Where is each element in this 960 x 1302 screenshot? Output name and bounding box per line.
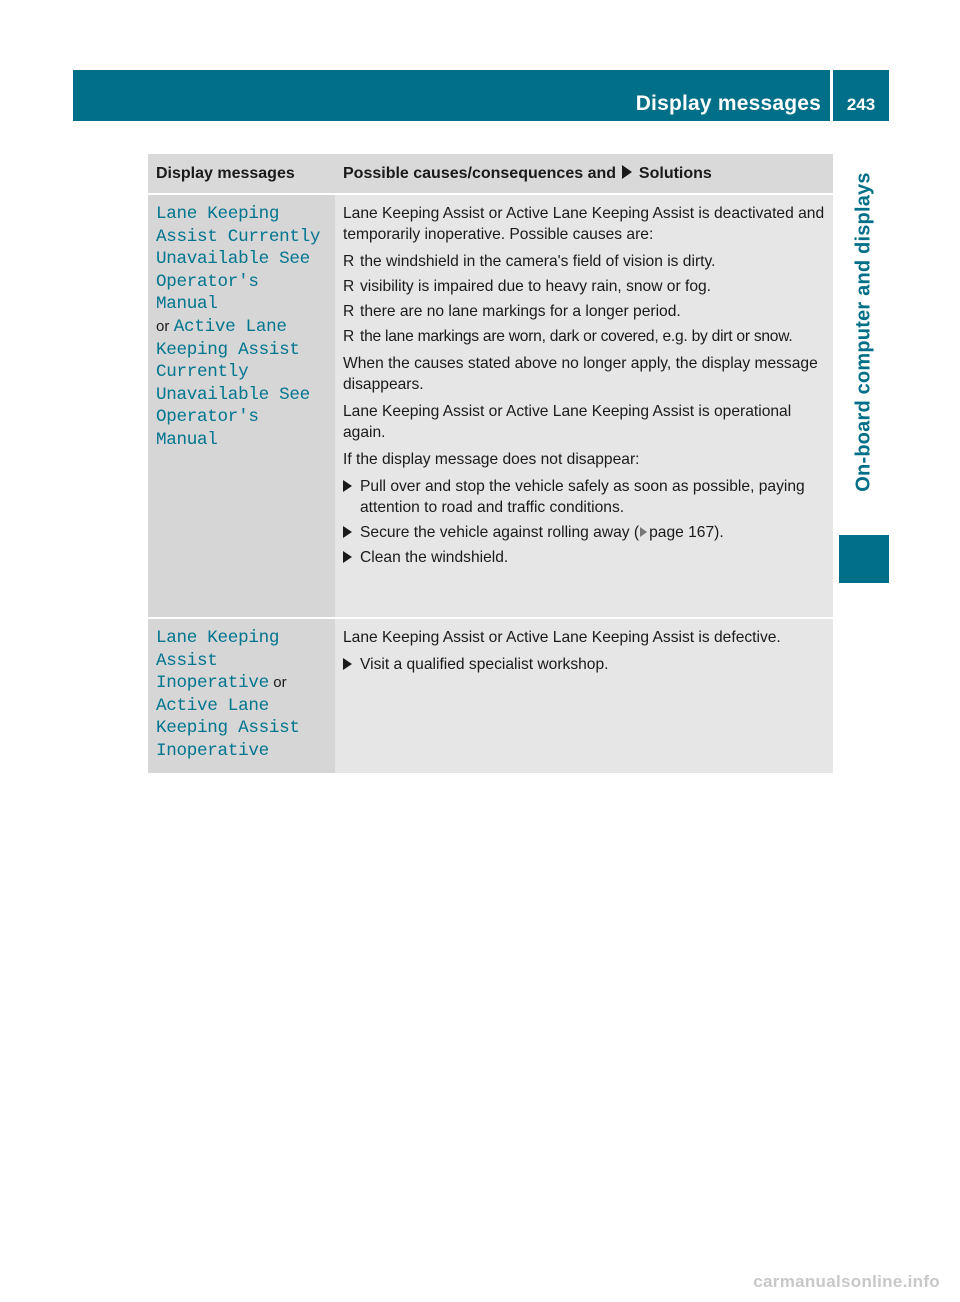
- step-arrow-icon: [343, 526, 352, 538]
- watermark: carmanualsonline.info: [753, 1272, 940, 1291]
- step-text: ).: [714, 524, 724, 541]
- message-line: Lane Keeping: [156, 628, 280, 648]
- page-reference-link[interactable]: page 167: [649, 524, 715, 541]
- page-ref-arrow-icon: [640, 527, 647, 537]
- step-text: Clean the windshield.: [360, 549, 509, 566]
- bullet-marker: R: [343, 253, 355, 270]
- message-line: Inoperative: [156, 740, 269, 761]
- message-line: Lane Keeping: [156, 204, 280, 224]
- cause-text: visibility is impaired due to heavy rain, snow or fog.: [360, 278, 712, 295]
- message-cell: [148, 618, 335, 773]
- cause-list: [343, 251, 828, 347]
- step-arrow-icon: [343, 658, 352, 670]
- cause-text: there are no lane markings for a longer period.: [360, 303, 681, 320]
- side-tab-label: On-board computer and displays: [852, 172, 875, 492]
- message-line: Operator's Manual: [156, 407, 259, 450]
- list-item: [343, 276, 828, 297]
- table-header-row: [148, 154, 833, 194]
- message-or: or: [273, 674, 287, 692]
- list-item: [343, 522, 828, 543]
- list-item: [343, 301, 828, 322]
- message-line: Keeping Assist: [156, 718, 300, 739]
- step-list: [343, 476, 828, 568]
- step-arrow-icon: [343, 551, 352, 563]
- page-number: 243: [846, 95, 876, 114]
- solution-cell: [335, 618, 833, 773]
- column-header-solutions-prefix: Possible causes/consequences and: [343, 164, 617, 182]
- paragraph: If the display message does not disappear:: [343, 451, 640, 468]
- message-line: Active Lane: [156, 695, 269, 716]
- bullet-marker: R: [343, 278, 355, 295]
- solution-cell: [335, 194, 833, 618]
- list-item: [343, 547, 828, 568]
- display-messages-table: [148, 154, 833, 773]
- message-cell: [148, 194, 335, 618]
- message-line: Unavailable See: [156, 384, 310, 405]
- paragraph: Lane Keeping Assist or Active Lane Keeping Assist is operational again.: [343, 403, 792, 441]
- message-line: Operator's Manual: [156, 271, 259, 315]
- table-row: [148, 194, 833, 618]
- step-list: [343, 654, 828, 675]
- intro-text: Lane Keeping Assist or Active Lane Keeping Assist is deactivated and temporarily inoperative. Possible causes are:: [343, 205, 825, 243]
- message-line: Currently: [156, 362, 249, 383]
- list-item: [343, 326, 828, 347]
- side-tab-block: [839, 535, 889, 583]
- column-header-solutions-suffix: Solutions: [638, 164, 712, 182]
- intro-text: Lane Keeping Assist or Active Lane Keeping Assist is defective.: [343, 629, 781, 646]
- step-text: Pull over and stop the vehicle safely as soon as possible, paying attention to road and traffic conditions.: [360, 478, 805, 516]
- message-or: or: [156, 317, 170, 335]
- step-text: Secure the vehicle against rolling away (: [360, 524, 640, 541]
- message-line: Active Lane: [173, 316, 287, 337]
- column-header-solutions: [335, 154, 833, 194]
- table-row: [148, 618, 833, 773]
- arrow-right-icon: [622, 165, 632, 179]
- message-line: Inoperative: [156, 673, 269, 694]
- cause-text: the lane markings are worn, dark or covered, e.g. by dirt or snow.: [360, 328, 793, 345]
- message-line: Keeping Assist: [156, 339, 300, 360]
- column-header-messages: Display messages: [148, 154, 335, 194]
- paragraph: When the causes stated above no longer apply, the display message disappears.: [343, 355, 818, 393]
- list-item: [343, 476, 828, 518]
- bullet-marker: R: [343, 328, 355, 345]
- message-line: Assist Currently: [156, 226, 321, 247]
- bullet-marker: R: [343, 303, 355, 320]
- cause-text: the windshield in the camera's field of vision is dirty.: [360, 253, 716, 270]
- step-arrow-icon: [343, 480, 352, 492]
- step-text: Visit a qualified specialist workshop.: [360, 656, 609, 673]
- message-line: Unavailable See: [156, 249, 310, 270]
- list-item: [343, 251, 828, 272]
- page-title: Display messages: [635, 92, 821, 115]
- list-item: [343, 654, 828, 675]
- message-line: Assist: [156, 650, 218, 671]
